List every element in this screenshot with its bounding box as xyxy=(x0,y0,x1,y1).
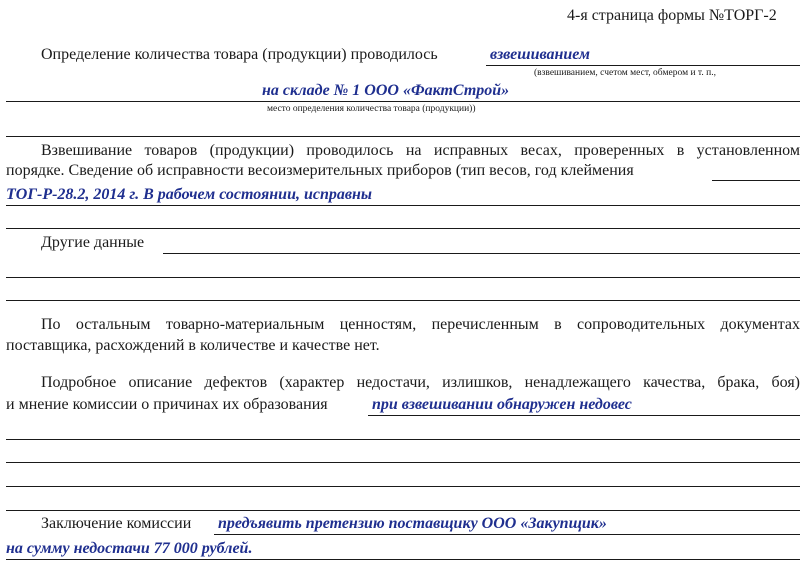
blank-line-8 xyxy=(6,510,800,511)
page-label: 4-я страница формы №ТОРГ-2 xyxy=(567,7,777,24)
remaining-text-line1: По остальным товарно-материальным ценностям, перечисленным в сопроводительных документах xyxy=(41,316,800,333)
scales-inline-line xyxy=(712,180,800,181)
blank-line-1 xyxy=(6,136,800,137)
remaining-text-line2: поставщика, расхождений в количестве и качестве нет. xyxy=(6,337,380,354)
blank-line-5 xyxy=(6,439,800,440)
scales-text-line2: порядке. Сведение об исправности весоизмерительных приборов (тип весов, год клеймения xyxy=(6,162,634,179)
defects-text-line1: Подробное описание дефектов (характер недостачи, излишков, ненадлежащего качества, брака, боя) xyxy=(41,374,800,391)
quantity-place-value[interactable]: на складе № 1 ООО «ФактСтрой» xyxy=(262,82,510,99)
other-data-line xyxy=(163,253,800,254)
conclusion-line-2 xyxy=(6,559,800,560)
conclusion-line-1 xyxy=(214,534,800,535)
blank-line-2 xyxy=(6,228,800,229)
quantity-method-hint: (взвешиванием, счетом мест, обмером и т. п., xyxy=(534,68,716,78)
blank-line-4 xyxy=(6,300,800,301)
scales-value[interactable]: ТОГ-Р-28.2, 2014 г. В рабочем состоянии, исправны xyxy=(6,186,372,203)
quantity-place-hint: место определения количества товара (продукции)) xyxy=(267,104,476,114)
conclusion-label: Заключение комиссии xyxy=(41,515,192,532)
conclusion-value-line2[interactable]: на сумму недостачи 77 000 рублей. xyxy=(6,540,253,557)
quantity-method-value[interactable]: взвешиванием xyxy=(490,46,590,63)
quantity-place-line xyxy=(6,101,800,102)
quantity-method-line xyxy=(486,65,800,66)
blank-line-7 xyxy=(6,486,800,487)
scales-value-line xyxy=(6,205,800,206)
conclusion-value-line1[interactable]: предъявить претензию поставщику ООО «Закупщик» xyxy=(218,515,607,532)
defects-value[interactable]: при взвешивании обнаружен недовес xyxy=(372,396,632,413)
quantity-label: Определение количества товара (продукции) проводилось xyxy=(41,46,438,63)
blank-line-3 xyxy=(6,277,800,278)
defects-value-line xyxy=(368,415,800,416)
defects-text-line2: и мнение комиссии о причинах их образования xyxy=(6,396,328,413)
scales-text-line1: Взвешивание товаров (продукции) проводилось на исправных весах, проверенных в установленном xyxy=(41,142,800,159)
blank-line-6 xyxy=(6,462,800,463)
other-data-label: Другие данные xyxy=(41,234,145,251)
